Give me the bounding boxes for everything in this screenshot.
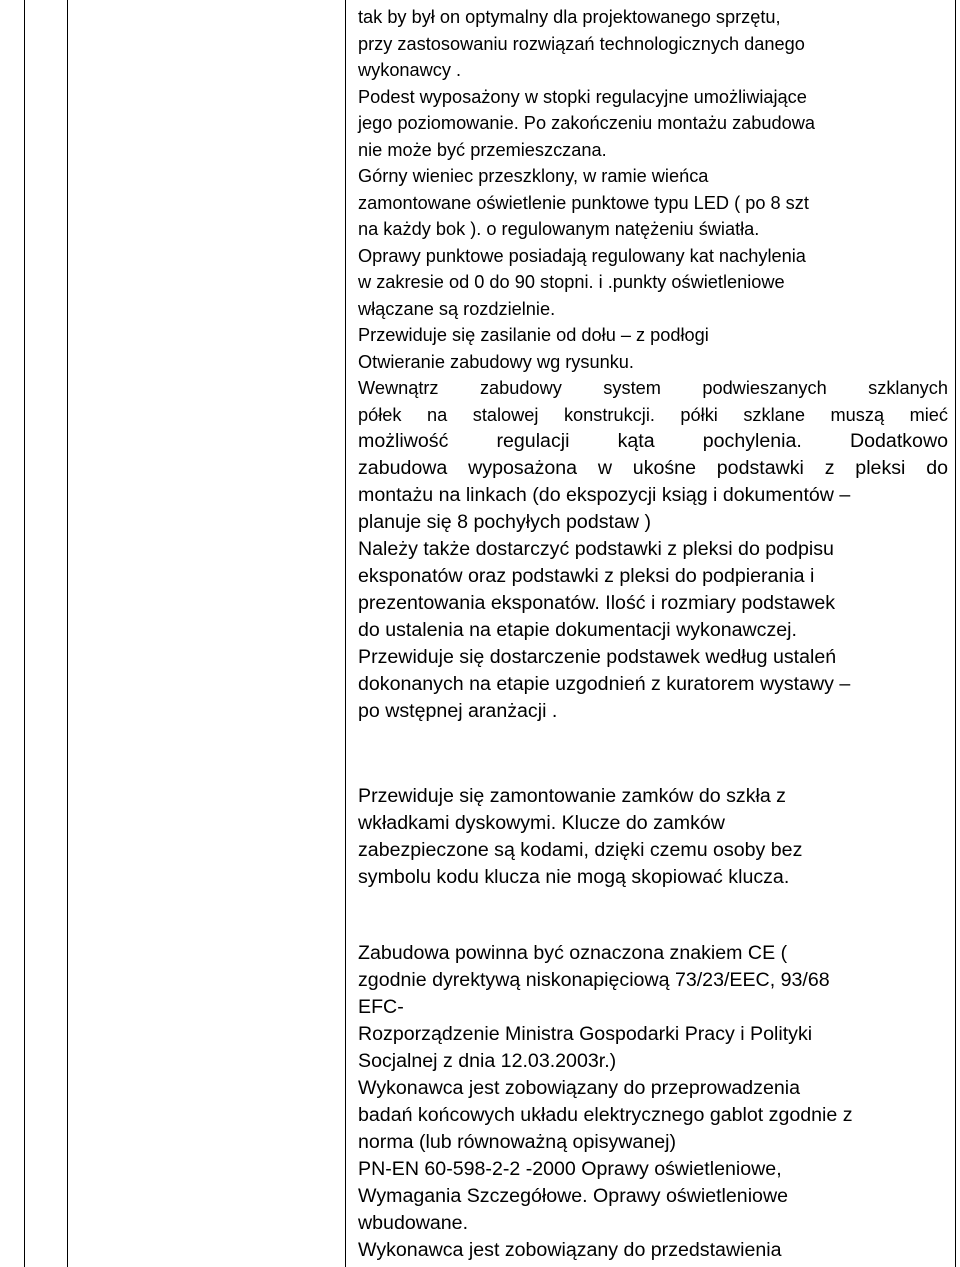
text-line: tak by był on optymalny dla projektowanego sprzętu, (358, 7, 781, 27)
text-line: Górny wieniec przeszklony, w ramie wieńca (358, 166, 709, 186)
text-line: do ustalenia na etapie dokumentacji wykonawczej. (358, 619, 797, 641)
text-line: symbolu kodu klucza nie mogą skopiować klucza. (358, 866, 790, 888)
text-line: Oprawy punktowe posiadają regulowany kat nachylenia (358, 245, 806, 266)
text-line: po wstępnej aranżacji . (358, 700, 558, 722)
text-line: montażu na linkach (do ekspozycji ksiąg i dokumentów – (358, 484, 851, 506)
text-line: badań końcowych układu elektrycznego gablot zgodnie z (358, 1104, 853, 1126)
text-line: w zakresie od 0 do 90 stopni. i .punkty oświetleniowe (358, 272, 785, 292)
text-line: półek na stalowej konstrukcji. półki szklane muszą mieć (358, 404, 948, 425)
table-divider-2 (345, 0, 346, 1267)
text-line: Przewiduje się zasilanie od dołu – z podłogi (358, 325, 709, 345)
text-block-certification (358, 940, 948, 1264)
text-line: jego poziomowanie. Po zakończeniu montażu zabudowa (358, 113, 815, 133)
text-line: zabezpieczone są kodami, dzięki czemu osoby bez (358, 839, 803, 861)
text-line: zamontowane oświetlenie punktowe typu LED ( po 8 szt (358, 192, 809, 213)
text-line: Wykonawca jest zobowiązany do przeprowadzenia (358, 1077, 801, 1099)
text-line: przy zastosowaniu rozwiązań technologicznych danego (358, 33, 805, 54)
text-line: prezentowania eksponatów. Ilość i rozmiary podstawek (358, 592, 836, 614)
text-line: wbudowane. (358, 1212, 469, 1234)
table-border-left (24, 0, 25, 1267)
text-line: Przewiduje się dostarczenie podstawek według ustaleń (358, 646, 837, 668)
text-line: możliwość regulacji kąta pochylenia. Dodatkowo (358, 430, 948, 452)
text-line: Wykonawca jest zobowiązany do przedstawienia (358, 1239, 782, 1261)
text-line: PN-EN 60-598-2-2 -2000 Oprawy oświetleniowe, (358, 1158, 782, 1180)
text-line: nie może być przemieszczana. (358, 139, 607, 160)
text-line: planuje się 8 pochyłych podstaw ) (358, 511, 651, 533)
text-line: na każdy bok ). o regulowanym natężeniu światła. (358, 219, 760, 239)
text-line: Należy także dostarczyć podstawki z pleksi do podpisu (358, 538, 834, 560)
table-border-right (955, 0, 956, 1267)
text-line: Wewnątrz zabudowy system podwieszanych szklanych (358, 378, 948, 398)
text-line: Rozporządzenie Ministra Gospodarki Pracy i Polityki (358, 1023, 813, 1045)
text-line: Przewiduje się zamontowanie zamków do szkła z (358, 785, 786, 807)
text-line: norma (lub równoważną opisywanej) (358, 1131, 677, 1153)
text-line: Podest wyposażony w stopki regulacyjne umożliwiające (358, 86, 807, 107)
text-line: zabudowa wyposażona w ukośne podstawki z pleksi do (358, 457, 948, 479)
text-line: EFC- (358, 996, 404, 1018)
text-line: dokonanych na etapie uzgodnień z kuratorem wystawy – (358, 673, 851, 695)
text-line: Zabudowa powinna być oznaczona znakiem CE ( (358, 942, 788, 964)
text-block-locks (358, 783, 948, 891)
text-line: eksponatów oraz podstawki z pleksi do podpierania i (358, 565, 815, 587)
text-line: Socjalnej z dnia 12.03.2003r.) (358, 1050, 617, 1072)
text-line: Wymagania Szczegółowe. Oprawy oświetleniowe (358, 1185, 788, 1207)
text-line: wykonawcy . (358, 60, 462, 80)
text-line: Otwieranie zabudowy wg rysunku. (358, 351, 634, 372)
text-line: wkładkami dyskowymi. Klucze do zamków (358, 812, 725, 834)
text-line: zgodnie dyrektywą niskonapięciową 73/23/EEC, 93/68 (358, 969, 830, 991)
table-divider-1 (67, 0, 68, 1267)
text-block-case-description (358, 4, 948, 725)
text-line: włączane są rozdzielnie. (358, 298, 556, 319)
